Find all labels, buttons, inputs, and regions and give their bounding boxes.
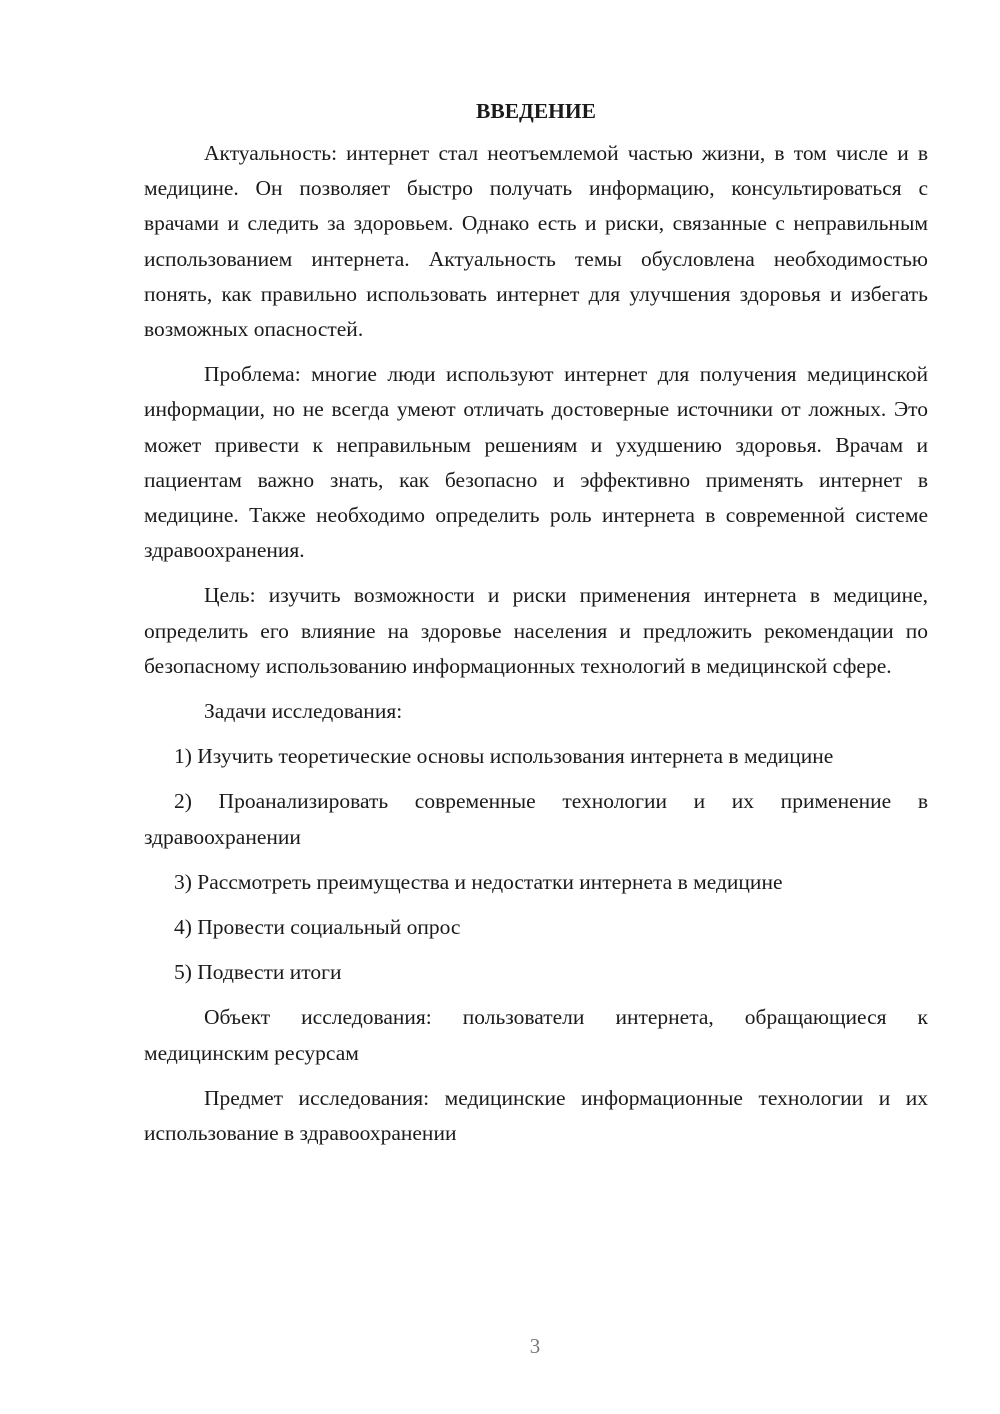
object-paragraph: Объект исследования: пользователи интернета, обращающиеся к медицинским ресурсам: [144, 1005, 928, 1065]
task-item-3: 3) Рассмотреть преимущества и недостатки интернета в медицине: [174, 869, 783, 894]
task-item-1: 1) Изучить теоретические основы использования интернета в медицине: [174, 744, 834, 769]
problem-paragraph: Проблема: многие люди используют интернет для получения медицинской информации, но не всегда умеют отличать достоверные источники от ложных. Это может привести к неправильным решениям и ухудшению здоровья. Врачам и пациентам важно знать, как безопасно и эффективно применять интернет в медицине. Также необходимо определить роль интернета в современной системе здравоохранения.: [144, 362, 928, 563]
subject-paragraph: Предмет исследования: медицинские информационные технологии и их использование в здравоохранении: [144, 1085, 928, 1146]
relevance-paragraph: Актуальность: интернет стал неотъемлемой частью жизни, в том числе и в медицине. Он позволяет быстро получать информацию, консультироваться с врачами и следить за здоровьем. Однако есть и риски, связанные с неправильным использованием интернета. Актуальность темы обусловлена необходимостью понять, как правильно использовать интернет для улучшения здоровья и избегать возможных опасностей.: [144, 141, 928, 342]
goal-paragraph: Цель: изучить возможности и риски применения интернета в медицине, определить его влияние на здоровье населения и предложить рекомендации по безопасному использованию информационных технологий в медицинской сфере.: [144, 583, 928, 678]
section-title: ВВЕДЕНИЕ: [476, 99, 596, 123]
page-number: 3: [529, 1334, 541, 1358]
task-item-2: 2) Проанализировать современные технологии и их применение в здравоохранении: [144, 789, 928, 849]
tasks-heading: Задачи исследования:: [204, 699, 403, 724]
task-item-5: 5) Подвести итоги: [174, 960, 342, 985]
task-item-4: 4) Провести социальный опрос: [174, 915, 461, 940]
document-page: [144, 96, 928, 1161]
